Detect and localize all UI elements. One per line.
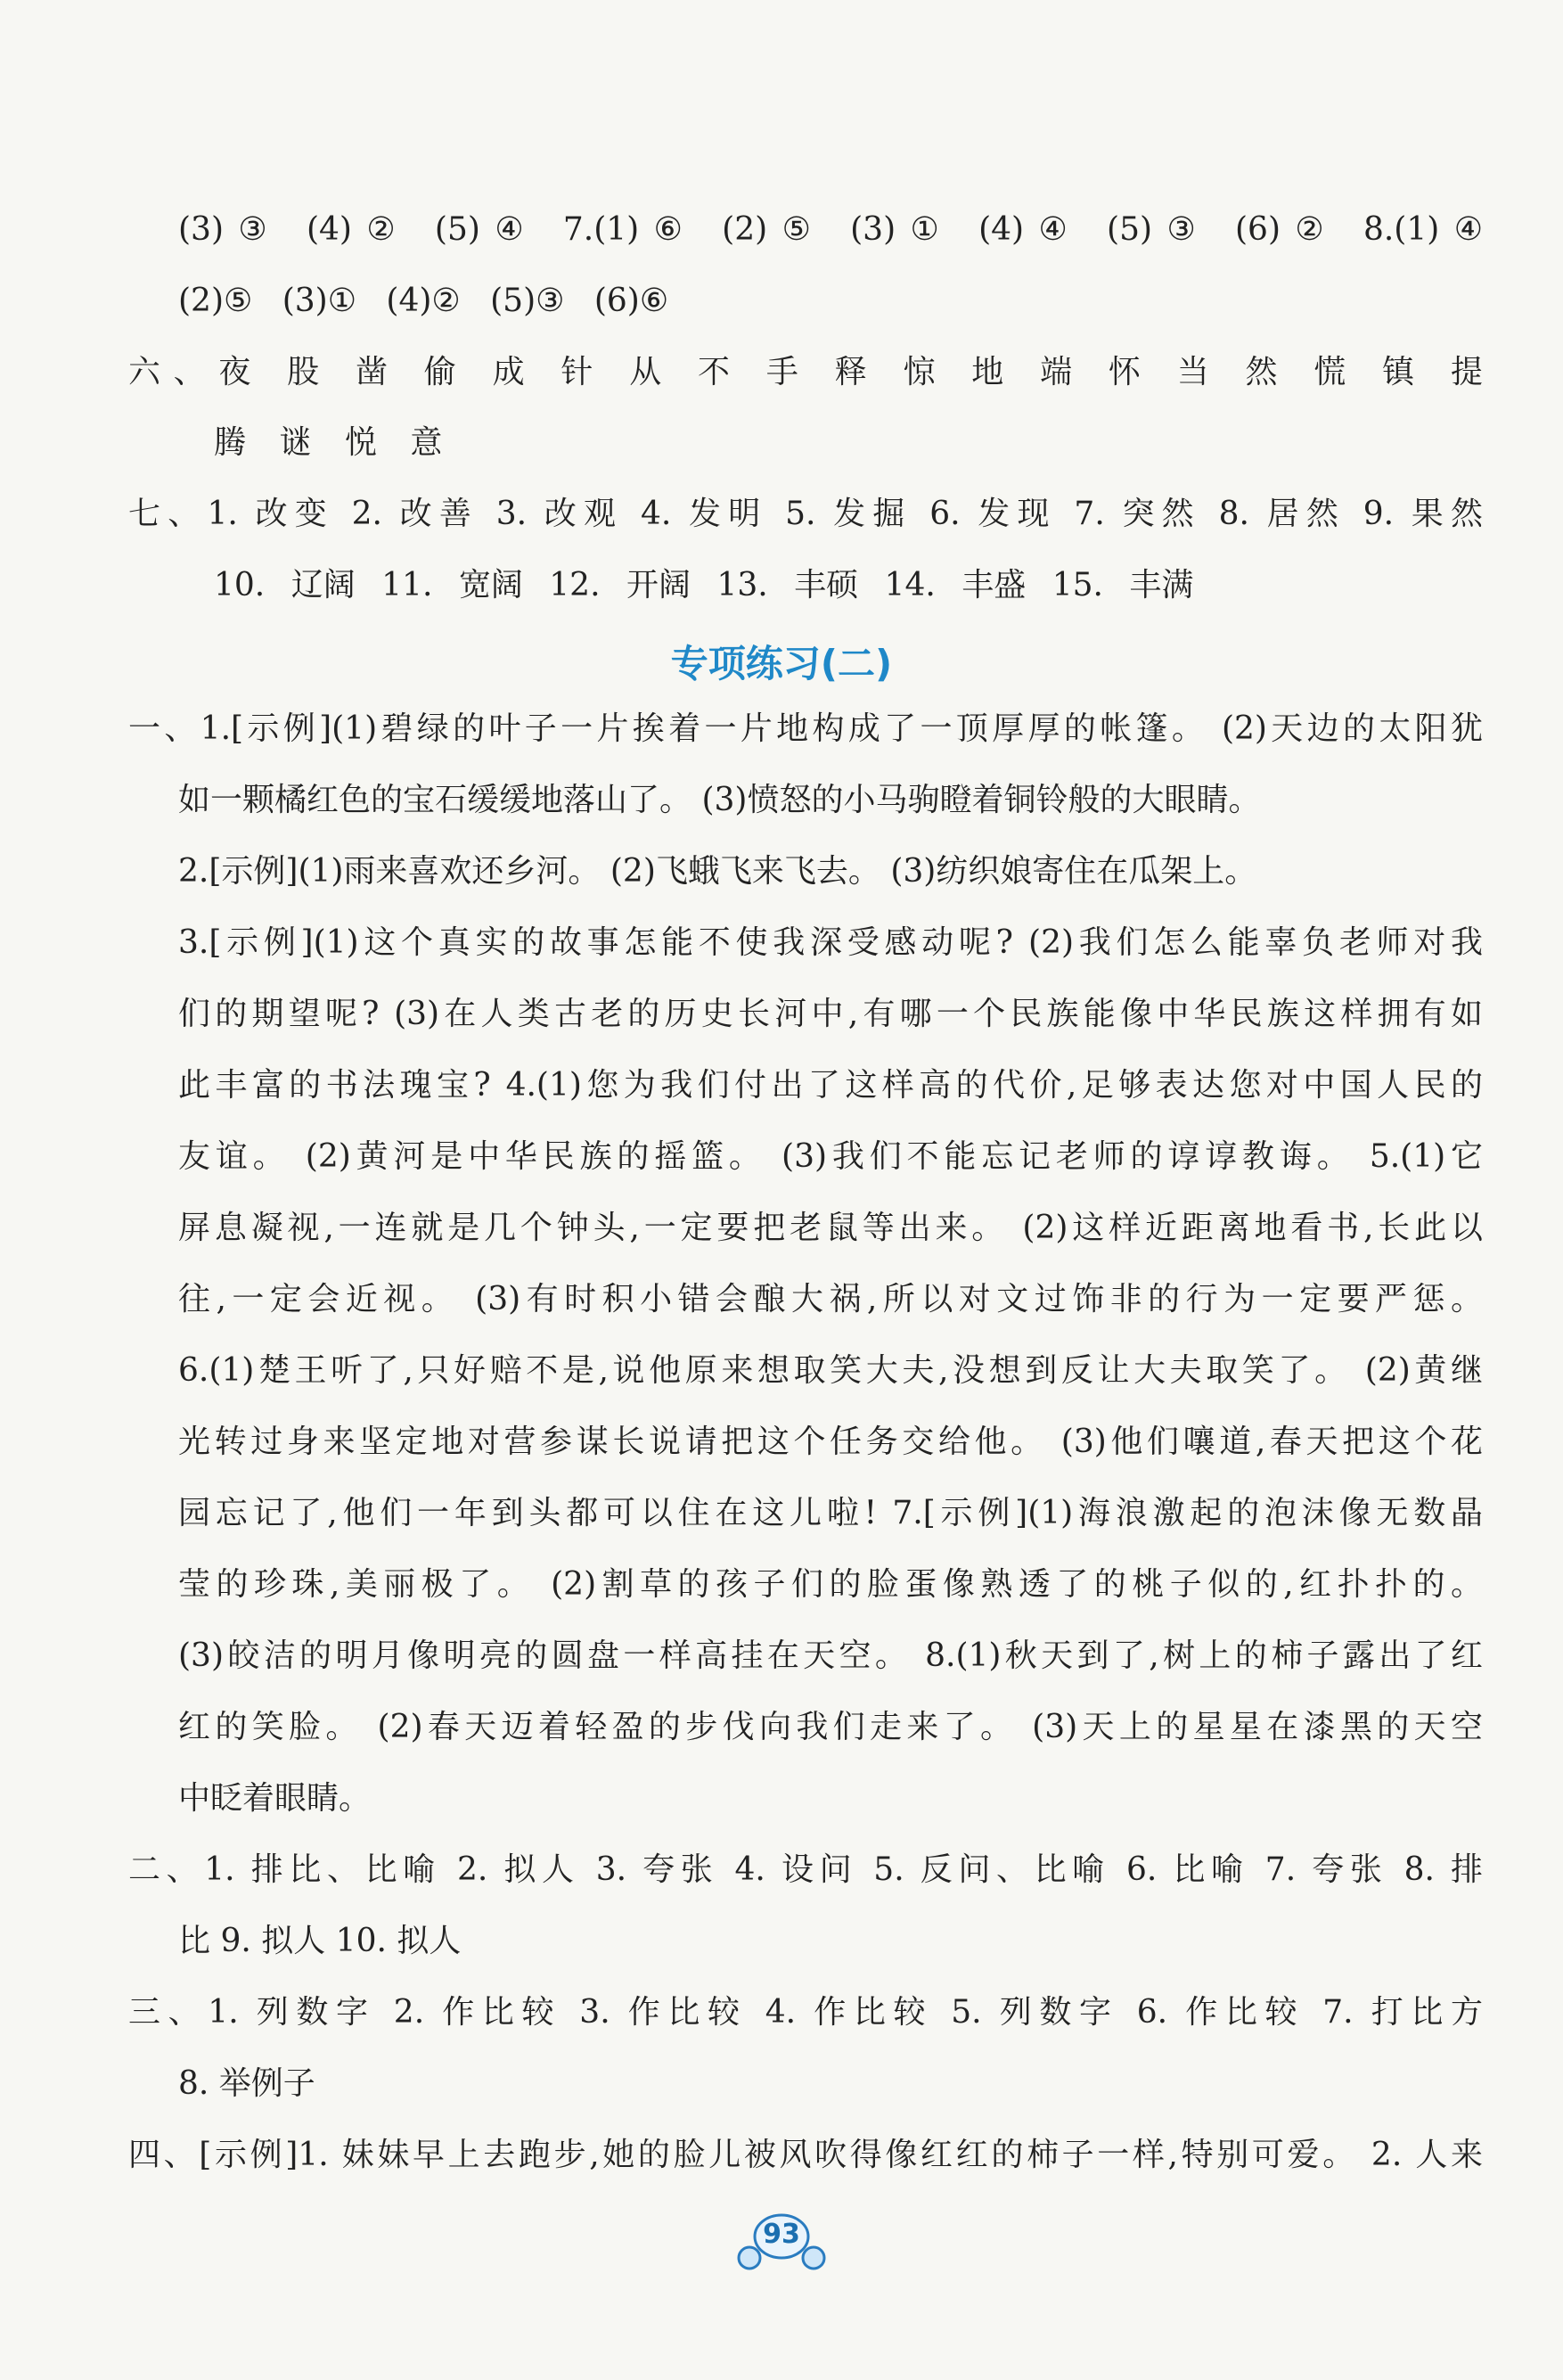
answer-line: (2)⑤ (3)① (4)② (5)③ (6)⑥ xyxy=(178,283,669,319)
answer-line: 七、1. 改变 2. 改善 3. 改观 4. 发明 5. 发掘 6. 发现 7. 突然 8. 居然 9. 果然 xyxy=(128,496,1483,532)
answer-line: 8. 举例子 xyxy=(178,2065,315,2102)
answer-line: 光转过身来坚定地对营参谋长说请把这个任务交给他。 (3)他们嚷道,春天把这个花 xyxy=(178,1424,1483,1460)
answer-line: (3)皎洁的明月像明亮的圆盘一样高挂在天空。 8.(1)秋天到了,树上的柿子露出了红 xyxy=(178,1637,1483,1674)
answer-line: 6.(1)楚王听了,只好赔不是,说他原来想取笑大夫,没想到反让大夫取笑了。 (2)黄继 xyxy=(178,1352,1483,1389)
answer-line: 六、夜 股 凿 偷 成 针 从 不 手 释 惊 地 端 怀 当 然 慌 镇 提 xyxy=(128,354,1483,390)
answer-line: 2.[示例](1)雨来喜欢还乡河。 (2)飞蛾飞来飞去。 (3)纺织娘寄住在瓜架上。 xyxy=(178,853,1257,890)
page-number: 93 xyxy=(763,2219,800,2250)
answer-line: 比 9. 拟人 10. 拟人 xyxy=(178,1923,462,1959)
answer-line: 友谊。 (2)黄河是中华民族的摇篮。 (3)我们不能忘记老师的谆谆教诲。 5.(1)它 xyxy=(178,1138,1483,1175)
answer-line: 10. 辽阔 11. 宽阔 12. 开阔 13. 丰硕 14. 丰盛 15. 丰满 xyxy=(214,567,1194,603)
section-title: 专项练习(二) xyxy=(670,642,893,685)
answer-line: 屏息凝视,一连就是几个钟头,一定要把老鼠等出来。 (2)这样近距离地看书,长此以 xyxy=(178,1210,1483,1246)
answer-line: 四、[示例]1. 妹妹早上去跑步,她的脸儿被风吹得像红红的柿子一样,特别可爱。 2. 人来 xyxy=(128,2137,1483,2173)
answer-line: 三、1. 列数字 2. 作比较 3. 作比较 4. 作比较 5. 列数字 6. 作比较 7. 打比方 xyxy=(128,1994,1483,2031)
answer-line: 莹的珍珠,美丽极了。 (2)割草的孩子们的脸蛋像熟透了的桃子似的,红扑扑的。 xyxy=(178,1566,1483,1603)
answer-line: 中眨着眼睛。 xyxy=(178,1780,372,1817)
answer-line: 往,一定会近视。 (3)有时积小错会酿大祸,所以对文过饰非的行为一定要严惩。 xyxy=(178,1281,1483,1317)
page-number-badge xyxy=(737,2208,826,2276)
answer-line: 二、1. 排比、比喻 2. 拟人 3. 夸张 4. 设问 5. 反问、比喻 6. 比喻 7. 夸张 8. 排 xyxy=(128,1851,1483,1888)
answer-line: 红的笑脸。 (2)春天迈着轻盈的步伐向我们走来了。 (3)天上的星星在漆黑的天空 xyxy=(178,1709,1483,1745)
answer-line: 此丰富的书法瑰宝? 4.(1)您为我们付出了这样高的代价,足够表达您对中国人民的 xyxy=(178,1067,1483,1104)
answer-line: 园忘记了,他们一年到头都可以住在这儿啦! 7.[示例](1)海浪激起的泡沫像无数晶 xyxy=(178,1495,1483,1531)
answer-line: 如一颗橘红色的宝石缓缓地落山了。 (3)愤怒的小马驹瞪着铜铃般的大眼睛。 xyxy=(178,782,1261,818)
answer-line: (3)③ (4)② (5)④ 7.(1)⑥ (2)⑤ (3)① (4)④ (5)③ (6)② 8.(1)④ xyxy=(178,211,1483,248)
answer-line: 们的期望呢? (3)在人类古老的历史长河中,有哪一个民族能像中华民族这样拥有如 xyxy=(178,996,1483,1032)
answer-line: 3.[示例](1)这个真实的故事怎能不使我深受感动呢? (2)我们怎么能辜负老师对我 xyxy=(178,924,1483,961)
answer-line: 腾 谜 悦 意 xyxy=(214,424,443,461)
answer-line: 一、1.[示例](1)碧绿的叶子一片挨着一片地构成了一顶厚厚的帐篷。 (2)天边的太阳犹 xyxy=(128,710,1483,747)
